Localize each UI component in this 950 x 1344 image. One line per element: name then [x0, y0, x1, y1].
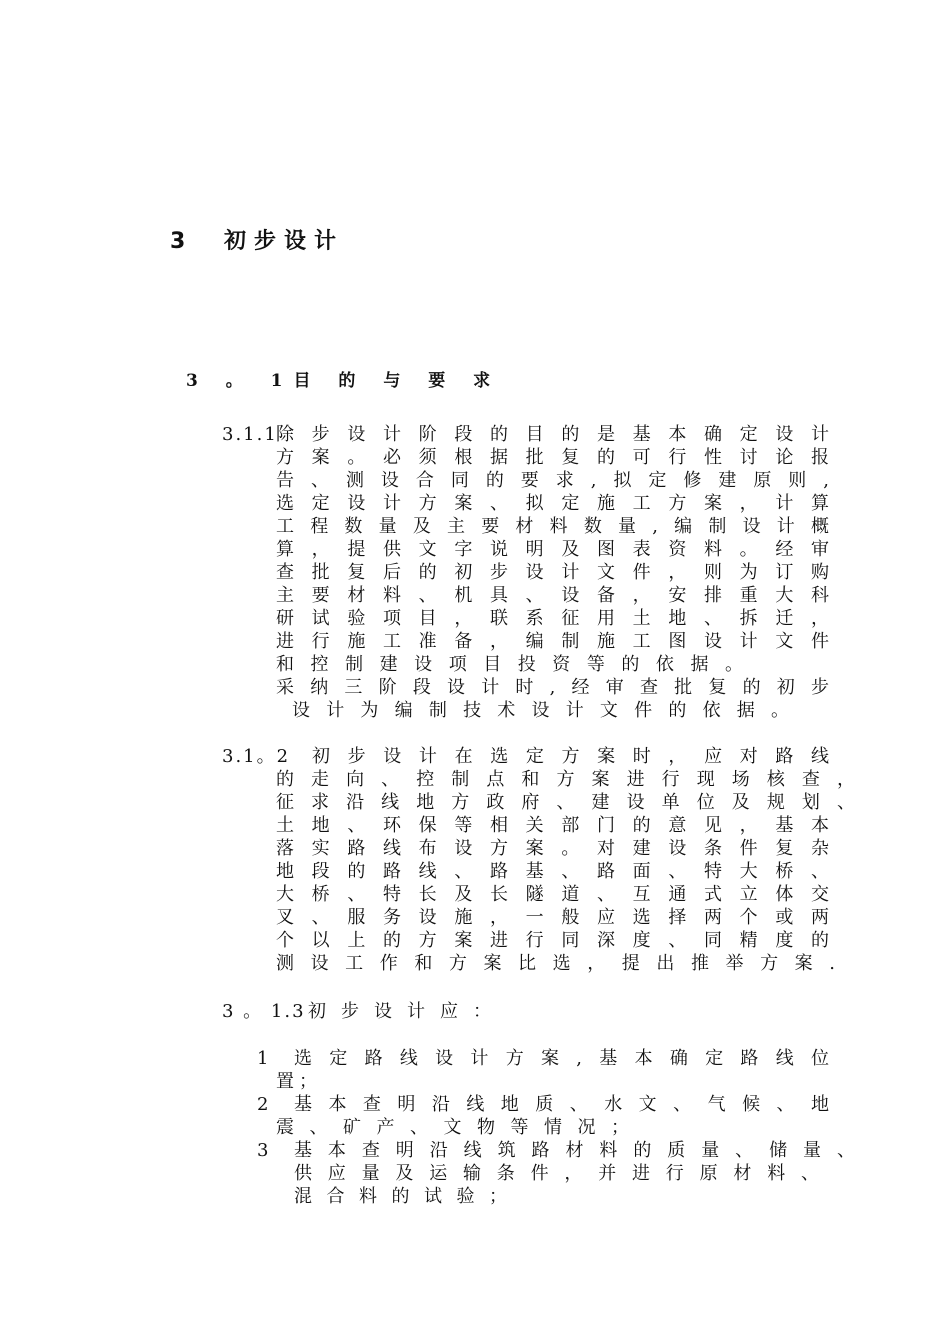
paragraph-line: 地段的路线、路基、路面、特大桥、 — [276, 861, 832, 882]
paragraph-line: 土地、环保等相关部门的意见，基本 — [276, 815, 832, 836]
paragraph-line: 进行施工准备，编制施工图设计文件 — [276, 631, 832, 652]
clause-label: 3.1。2 — [222, 746, 291, 767]
chapter-heading — [170, 224, 344, 255]
paragraph-line: 个以上的方案进行同深度、同精度的 — [276, 930, 832, 951]
list-item-line: 选定路线设计方案,基本确定路线位 — [294, 1048, 832, 1069]
paragraph-line: 初步设计在选定方案时，应对路线 — [312, 746, 832, 767]
paragraph-line: 和控制建设项目投资等的依据。 — [276, 654, 746, 675]
list-item-line: 震、矿产、文物等情况； — [276, 1117, 632, 1138]
paragraph-line: 工程数量及主要材料数量,编制设计概 — [276, 516, 832, 537]
paragraph-line: 设计为编制技术设计文件的依据。 — [292, 700, 792, 721]
list-item-number: 1 — [257, 1048, 271, 1069]
paragraph-line: 的走向、控制点和方案进行现场核查， — [276, 769, 858, 790]
paragraph-line: 征求沿线地方政府、建设单位及规划、 — [276, 792, 858, 813]
paragraph-line: 告、测设合同的要求,拟定修建原则, — [276, 470, 832, 491]
paragraph-line: 算，提供文字说明及图表资料。经审 — [276, 539, 832, 560]
paragraph-line: 选定设计方案、拟定施工方案，计算 — [276, 493, 832, 514]
clause-label: 3 。 1.3 — [222, 1001, 306, 1022]
paragraph-line: 初步设计应： — [308, 1001, 494, 1022]
paragraph-line: 方案。必须根据批复的可行性讨论报 — [276, 447, 832, 468]
list-item-line: 置； — [276, 1071, 320, 1092]
paragraph-line: 主要材料、机具、设备，安排重大科 — [276, 585, 832, 606]
list-item-line: 供应量及运输条件，并进行原材料、 — [294, 1163, 822, 1184]
paragraph-line: 测设工作和方案比选，提出推举方案. — [276, 953, 838, 974]
paragraph-line: 叉、服务设施，一般应选择两个或两 — [276, 907, 832, 928]
list-item-line: 基本查明沿线筑路材料的质量、储量、 — [294, 1140, 858, 1161]
paragraph-line: 采纳三阶段设计时,经审查批复的初步 — [276, 677, 832, 698]
list-item-line: 基本查明沿线地质、水文、气候、地 — [294, 1094, 832, 1115]
chapter-number: 3 — [170, 229, 186, 254]
list-item-number: 2 — [257, 1094, 271, 1115]
list-item-line: 混合料的试验； — [294, 1186, 510, 1207]
section-heading: 3 。 1目 的 与 要 求 — [186, 371, 502, 391]
paragraph-line: 查批复后的初步设计文件，则为订购 — [276, 562, 832, 583]
clause-label: 3.1.1 — [222, 424, 278, 445]
paragraph-line: 大桥、特长及长隧道、互通式立体交 — [276, 884, 832, 905]
paragraph-line: 研试验项目，联系征用土地、拆迁， — [276, 608, 832, 629]
list-item-number: 3 — [257, 1140, 271, 1161]
paragraph-line: 落实路线布设方案。对建设条件复杂 — [276, 838, 832, 859]
chapter-title: 初步设计 — [224, 229, 345, 254]
paragraph-line: 除步设计阶段的目的是基本确定设计 — [276, 424, 832, 445]
